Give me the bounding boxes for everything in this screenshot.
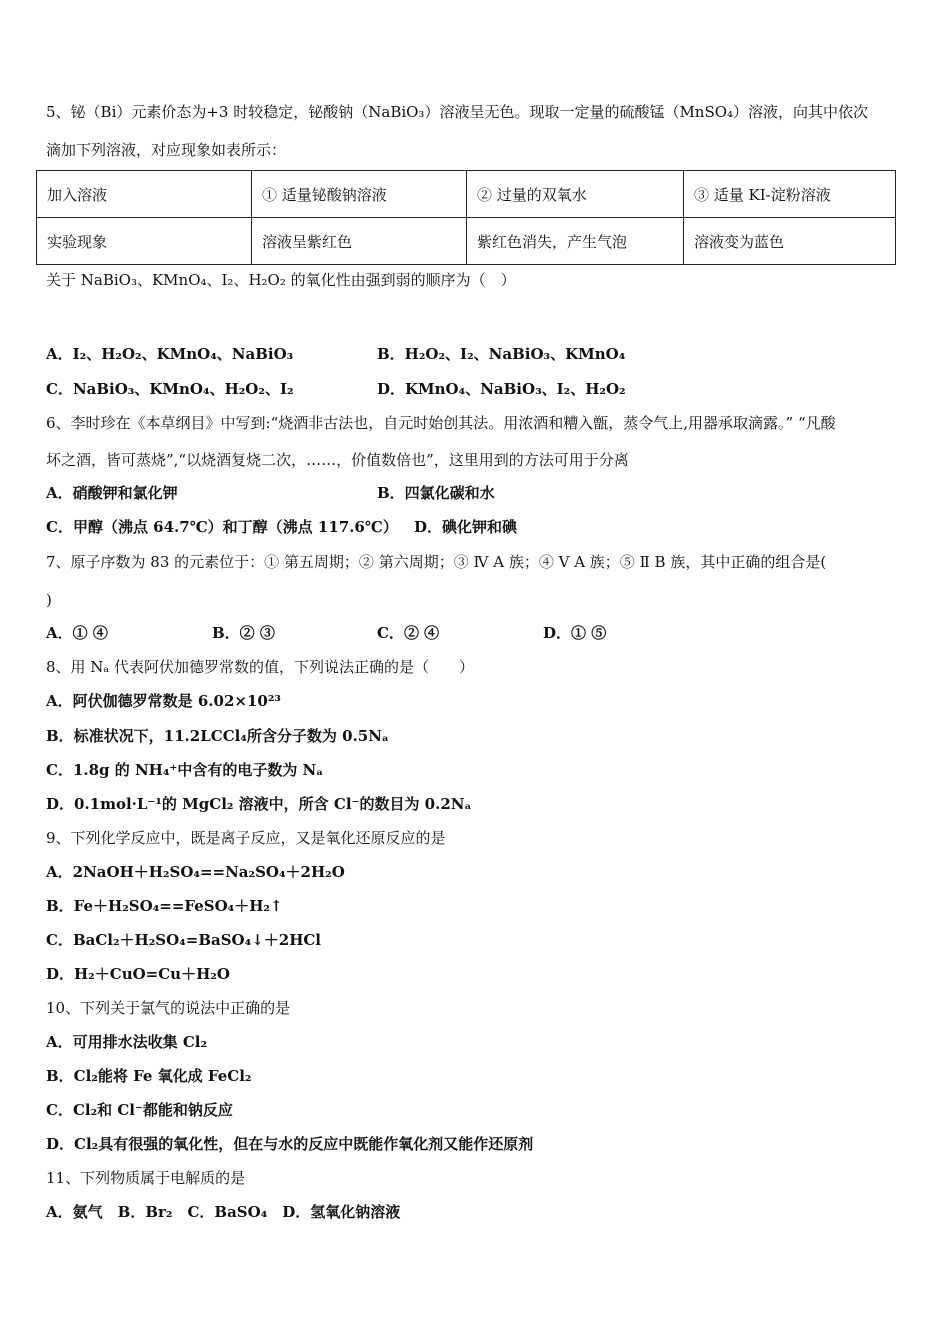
q5-option-a: A．I₂、H₂O₂、KMnO₄、NaBiO₃ <box>46 345 294 363</box>
q9-option-c: C．BaCl₂＋H₂SO₄=BaSO₄↓＋2HCl <box>46 931 322 949</box>
q8-option-c: C．1.8g 的 NH₄⁺中含有的电子数为 Nₐ <box>46 761 324 779</box>
q8-option-a: A．阿伏伽德罗常数是 6.02×10²³ <box>46 692 281 710</box>
table-cell: 溶液变为蓝色 <box>684 218 896 265</box>
q7-option-d: D．① ⑤ <box>543 624 607 642</box>
table-row <box>37 171 896 218</box>
q9-option-a: A．2NaOH＋H₂SO₄==Na₂SO₄＋2H₂O <box>46 863 345 881</box>
q7-stem-line2: ) <box>46 591 52 609</box>
q6-option-c: C．甲醇（沸点 64.7℃）和丁醇（沸点 117.6℃） <box>46 518 398 536</box>
q9-option-d: D．H₂＋CuO=Cu＋H₂O <box>46 965 230 983</box>
q10-option-c: C．Cl₂和 Cl⁻都能和钠反应 <box>46 1101 233 1119</box>
q6-stem-line1: 6、李时珍在《本草纲目》中写到:“烧酒非古法也，自元时始创其法。用浓酒和糟入甑，蒸令气上,用器承取滴露。” “凡酸 <box>46 414 836 432</box>
q5-question: 关于 NaBiO₃、KMnO₄、I₂、H₂O₂ 的氧化性由强到弱的顺序为（ ） <box>46 271 516 289</box>
q6-option-a: A．硝酸钾和氯化钾 <box>46 484 178 502</box>
table-cell: ③ 适量 KI-淀粉溶液 <box>684 171 896 218</box>
q10-option-d: D．Cl₂具有很强的氧化性，但在与水的反应中既能作氧化剂又能作还原剂 <box>46 1135 534 1153</box>
q11-options: A．氨气 B．Br₂ C．BaSO₄ D．氢氧化钠溶液 <box>46 1203 401 1221</box>
q5-option-b: B．H₂O₂、I₂、NaBiO₃、KMnO₄ <box>377 345 626 363</box>
q6-option-d: D．碘化钾和碘 <box>414 518 518 536</box>
table-cell: ① 适量铋酸钠溶液 <box>252 171 467 218</box>
q10-option-b: B．Cl₂能将 Fe 氧化成 FeCl₂ <box>46 1067 252 1085</box>
q5-stem-line2: 滴加下列溶液，对应现象如表所示： <box>46 141 287 159</box>
q11-stem: 11、下列物质属于电解质的是 <box>46 1169 246 1187</box>
q7-option-a: A．① ④ <box>46 624 108 642</box>
q8-stem: 8、用 Nₐ 代表阿伏加德罗常数的值，下列说法正确的是（ ） <box>46 658 474 676</box>
q7-option-c: C．② ④ <box>377 624 440 642</box>
q6-stem-line2: 坏之酒，皆可蒸烧”,“以烧酒复烧二次，……，价值数倍也”，这里用到的方法可用于分离 <box>46 451 629 469</box>
table-row <box>37 218 896 265</box>
q9-option-b: B．Fe＋H₂SO₄==FeSO₄＋H₂↑ <box>46 897 283 915</box>
q5-stem-line1: 5、铋（Bi）元素价态为+3 时较稳定，铋酸钠（NaBiO₃）溶液呈无色。现取一定量的硫酸锰（MnSO₄）溶液，向其中依次 <box>46 103 869 121</box>
q10-option-a: A．可用排水法收集 Cl₂ <box>46 1033 208 1051</box>
table-cell: ② 过量的双氧水 <box>467 171 684 218</box>
table-cell: 溶液呈紫红色 <box>252 218 467 265</box>
q5-option-c: C．NaBiO₃、KMnO₄、H₂O₂、I₂ <box>46 380 294 398</box>
q10-stem: 10、下列关于氯气的说法中正确的是 <box>46 999 291 1017</box>
q8-option-d: D．0.1mol·L⁻¹的 MgCl₂ 溶液中，所含 Cl⁻的数目为 0.2Nₐ <box>46 795 472 813</box>
q8-option-b: B．标准状况下，11.2LCCl₄所含分子数为 0.5Nₐ <box>46 727 389 745</box>
table-cell: 实验现象 <box>37 218 252 265</box>
table-cell: 紫红色消失，产生气泡 <box>467 218 684 265</box>
q6-option-b: B．四氯化碳和水 <box>377 484 495 502</box>
q5-option-d: D．KMnO₄、NaBiO₃、I₂、H₂O₂ <box>377 380 626 398</box>
q7-stem-line1: 7、原子序数为 83 的元素位于：① 第五周期；② 第六周期；③ Ⅳ A 族；④ Ⅴ A 族；⑤ Ⅱ B 族，其中正确的组合是( <box>46 553 827 571</box>
table-cell: 加入溶液 <box>37 171 252 218</box>
q9-stem: 9、下列化学反应中，既是离子反应，又是氧化还原反应的是 <box>46 829 446 847</box>
q7-option-b: B．② ③ <box>212 624 275 642</box>
q5-experiment-table <box>36 170 896 265</box>
